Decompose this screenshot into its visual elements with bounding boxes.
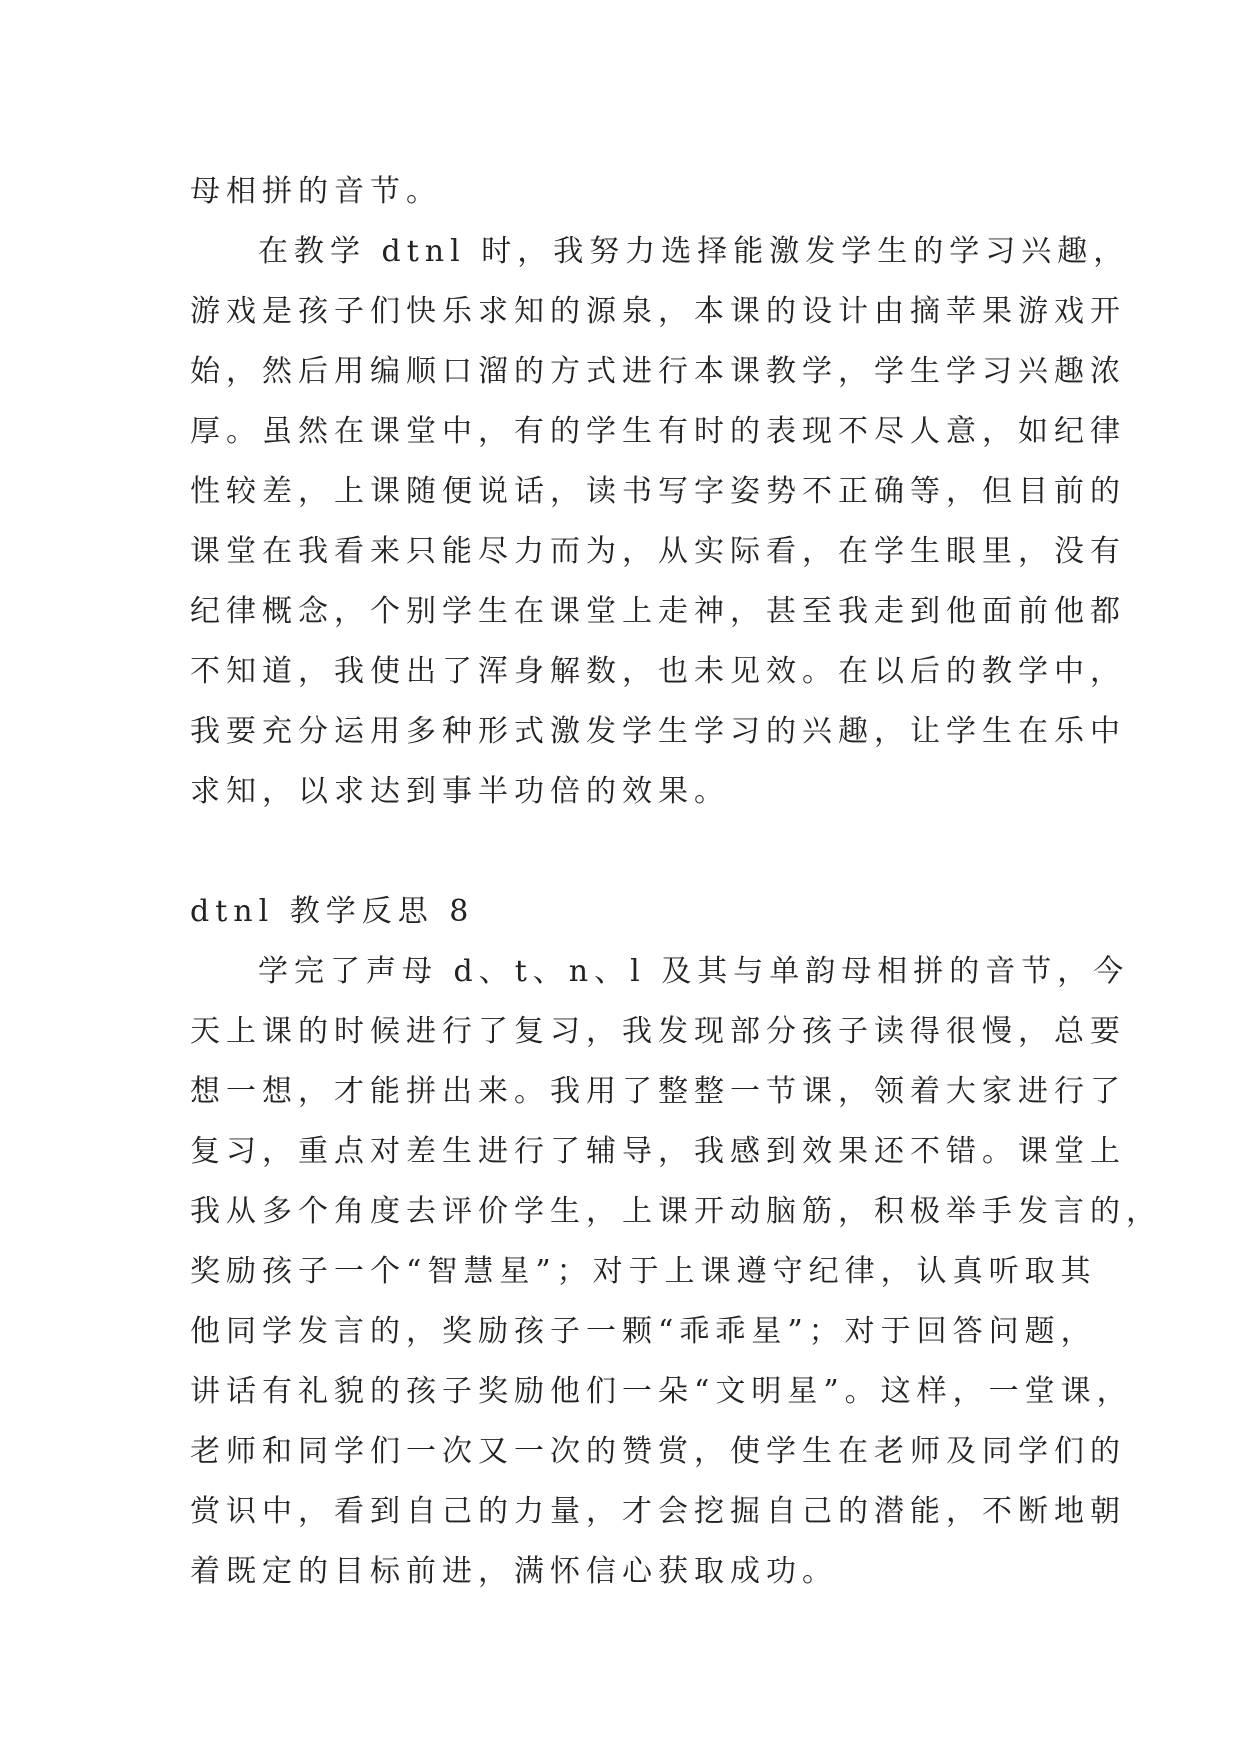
text-line: 天上课的时候进行了复习，我发现部分孩子读得很慢，总要 <box>190 1014 1126 1049</box>
text-line: 学完了声母 d、t、n、l 及其与单韵母相拼的音节，今 <box>258 954 1130 989</box>
text-line: 求知，以求达到事半功倍的效果。 <box>190 774 730 809</box>
text-line: 纪律概念，个别学生在课堂上走神，甚至我走到他面前他都 <box>190 594 1126 629</box>
text-line: 课堂在我看来只能尽力而为，从实际看，在学生眼里，没有 <box>190 534 1126 569</box>
text-line: 讲话有礼貌的孩子奖励他们一朵“文明星”。这样，一堂课， <box>190 1374 1133 1409</box>
paragraph-continuation <box>190 162 1070 222</box>
document-body <box>190 162 1162 1602</box>
section-heading: dtnl 教学反思 8 <box>190 894 475 929</box>
text-line: 始，然后用编顺口溜的方式进行本课教学，学生学习兴趣浓 <box>190 354 1126 389</box>
text-line: 老师和同学们一次又一次的赞赏，使学生在老师及同学们的 <box>190 1434 1126 1469</box>
text-line: 游戏是孩子们快乐求知的源泉，本课的设计由摘苹果游戏开 <box>190 294 1126 329</box>
text-line: 厚。虽然在课堂中，有的学生有时的表现不尽人意，如纪律 <box>190 414 1126 449</box>
text-line: 在教学 dtnl 时，我努力选择能激发学生的学习兴趣， <box>258 234 1130 269</box>
paragraph-teaching-dtnl <box>190 222 1130 822</box>
text-line: 想一想，才能拼出来。我用了整整一节课，领着大家进行了 <box>190 1074 1126 1109</box>
paragraph-reflection-8 <box>190 942 1162 1602</box>
text-line: 复习，重点对差生进行了辅导，我感到效果还不错。课堂上 <box>190 1134 1126 1169</box>
text-line: 我要充分运用多种形式激发学生学习的兴趣，让学生在乐中 <box>190 714 1126 749</box>
text-line: 母相拼的音节。 <box>190 174 442 209</box>
text-line: 我从多个角度去评价学生，上课开动脑筋，积极举手发言的， <box>190 1194 1162 1229</box>
text-line: 他同学发言的，奖励孩子一颗“乖乖星”；对于回答问题， <box>190 1314 1097 1349</box>
text-line: 性较差，上课随便说话，读书写字姿势不正确等，但目前的 <box>190 474 1126 509</box>
text-line: 赏识中，看到自己的力量，才会挖掘自己的潜能，不断地朝 <box>190 1494 1126 1529</box>
text-line: 奖励孩子一个“智慧星”；对于上课遵守纪律，认真听取其 <box>190 1254 1097 1289</box>
text-line: 不知道，我使出了浑身解数，也未见效。在以后的教学中， <box>190 654 1126 689</box>
text-line: 着既定的目标前进，满怀信心获取成功。 <box>190 1554 838 1589</box>
